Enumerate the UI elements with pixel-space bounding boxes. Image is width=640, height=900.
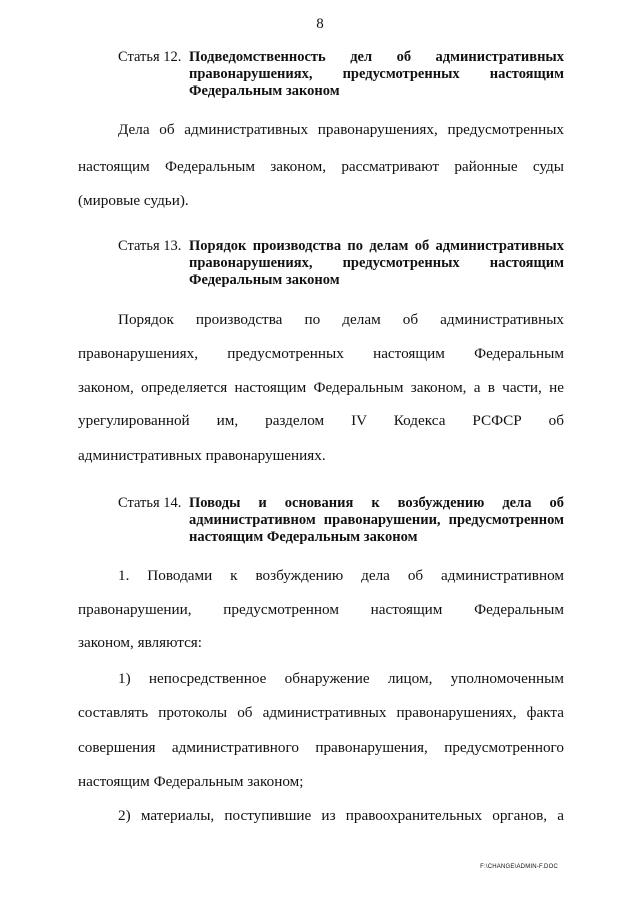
paragraph-line: правонарушениях, предусмотренных настоящим Федеральным bbox=[78, 345, 564, 362]
article-label: Статья 12. bbox=[118, 49, 182, 65]
paragraph-line: настоящим Федеральным законом, рассматривают районные суды bbox=[78, 158, 564, 175]
footer-file-code: F:\CHANGE\ADMIN-F.DOC bbox=[480, 864, 558, 870]
article-label: Статья 14. bbox=[118, 495, 182, 511]
paragraph-line: административных правонарушениях. bbox=[78, 447, 326, 464]
paragraph-line: настоящим Федеральным законом; bbox=[78, 773, 304, 790]
paragraph-line: правонарушении, предусмотренном настоящим Федеральным bbox=[78, 601, 564, 618]
article-13-heading bbox=[118, 238, 564, 294]
paragraph-line: (мировые судьи). bbox=[78, 192, 189, 209]
paragraph-line: Дела об административных правонарушениях, предусмотренных bbox=[118, 121, 564, 138]
paragraph-line: урегулированной им, разделом IV Кодекса РСФСР об bbox=[78, 412, 564, 429]
article-12-heading bbox=[118, 49, 564, 105]
paragraph-line: 1) непосредственное обнаружение лицом, уполномоченным bbox=[118, 670, 564, 687]
paragraph-line: совершения административного правонарушения, предусмотренного bbox=[78, 739, 564, 756]
article-14-heading bbox=[118, 495, 564, 551]
article-title: Подведомственность дел об административных правонарушениях, предусмотренных настоящим Федеральным законом bbox=[189, 49, 564, 99]
paragraph-line: составлять протоколы об административных правонарушениях, факта bbox=[78, 704, 564, 721]
article-title: Порядок производства по делам об административных правонарушениях, предусмотренных настоящим Федеральным законом bbox=[189, 238, 564, 288]
paragraph-line: Порядок производства по делам об административных bbox=[118, 311, 564, 328]
article-label: Статья 13. bbox=[118, 238, 182, 254]
paragraph-line: законом, определяется настоящим Федеральным законом, а в части, не bbox=[78, 379, 564, 396]
page-number: 8 bbox=[316, 16, 324, 32]
paragraph-line: 2) материалы, поступившие из правоохранительных органов, а bbox=[118, 807, 564, 824]
article-title: Поводы и основания к возбуждению дела об административном правонарушении, предусмотренном настоящим Федеральным законом bbox=[189, 495, 564, 545]
paragraph-line: 1. Поводами к возбуждению дела об административном bbox=[118, 567, 564, 584]
paragraph-line: законом, являются: bbox=[78, 634, 203, 651]
